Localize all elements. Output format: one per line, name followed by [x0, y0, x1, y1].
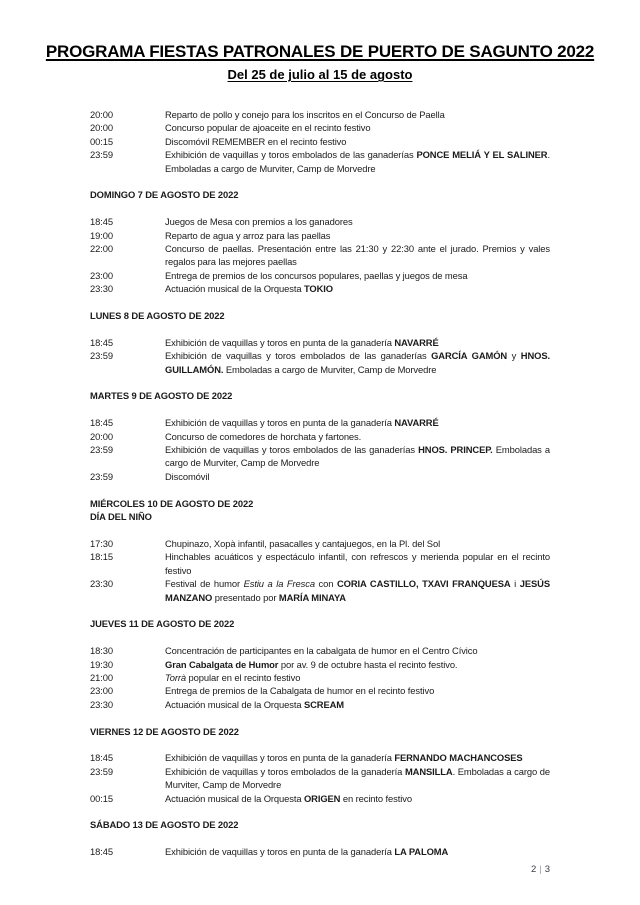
section-header-line: JUEVES 11 DE AGOSTO DE 2022 [90, 618, 235, 630]
text-segment: . Emboladas a cargo de Murviter, Camp de Morvedre [165, 149, 550, 174]
event-time: 23:59 [90, 350, 113, 362]
event-time: 23:59 [90, 470, 113, 482]
event-description [165, 765, 550, 792]
text-segment: presentado por [212, 591, 279, 603]
text-segment: MANSILLA [404, 765, 453, 777]
text-segment: Concurso de paellas. Presentación entre las 21:30 y 22:30 ante el jurado. Premios y vales regalos para las mejores paellas [165, 243, 550, 268]
event-row [90, 430, 550, 443]
schedule-section [90, 818, 550, 858]
text-segment: Emboladas a cargo de Murviter, Camp de Morvedre [165, 444, 550, 469]
text-segment: Reparto de pollo y conejo para los inscritos en el Concurso de Paella [165, 109, 445, 120]
text-segment: . Emboladas a cargo de Murviter, Camp de Morvedre [165, 765, 550, 791]
text-segment: Actuación musical de la Orquesta [165, 283, 304, 295]
event-description [165, 416, 550, 429]
event-time: 19:30 [90, 658, 113, 670]
event-row [90, 644, 550, 657]
text-segment: Actuación musical de la Orquesta [165, 698, 304, 710]
event-time: 20:00 [90, 122, 113, 134]
event-description [165, 242, 550, 269]
event-list [90, 108, 550, 175]
event-time: 18:45 [90, 216, 113, 228]
event-row [90, 658, 550, 671]
event-time: 23:59 [90, 444, 113, 456]
event-row [90, 845, 550, 858]
section-header [90, 818, 550, 831]
page-number-total: 3 [544, 864, 550, 875]
text-segment: Reparto de agua y arroz para las paellas [165, 229, 331, 241]
schedule-section [90, 497, 550, 604]
text-segment: popular en el recinto festivo [186, 671, 301, 683]
schedule-section [90, 309, 550, 376]
event-time: 23:30 [90, 698, 113, 710]
document-header [0, 0, 640, 84]
event-time: 17:30 [90, 537, 113, 549]
event-time: 23:30 [90, 283, 113, 295]
event-description [165, 215, 550, 228]
event-row [90, 671, 550, 684]
event-row [90, 269, 550, 282]
text-segment: HNOS. PRINCEP. [418, 444, 493, 456]
event-row [90, 470, 550, 483]
event-row [90, 792, 550, 805]
event-time: 22:00 [90, 243, 113, 255]
schedule-section [90, 617, 550, 711]
event-row [90, 215, 550, 228]
event-row [90, 684, 550, 697]
text-segment: PONCE MELIÁ Y EL SALINER [416, 149, 548, 161]
event-description [165, 349, 550, 376]
event-list [90, 416, 550, 483]
page-number-separator: | [539, 864, 542, 875]
event-description [165, 148, 550, 175]
event-time: 18:30 [90, 645, 113, 657]
section-header-line: DOMINGO 7 DE AGOSTO DE 2022 [90, 189, 239, 201]
event-description [165, 684, 550, 697]
text-segment: i [510, 578, 520, 590]
event-description [165, 269, 550, 282]
event-time: 21:00 [90, 671, 113, 683]
event-description [165, 430, 550, 443]
event-row [90, 550, 550, 577]
event-row [90, 242, 550, 269]
text-segment: Exhibición de vaquillas y toros embolados de las ganaderías [165, 149, 417, 161]
text-segment: GARCÍA GAMÓN [431, 350, 508, 362]
section-header-line: DÍA DEL NIÑO [90, 511, 152, 523]
event-description [165, 443, 550, 470]
event-list [90, 845, 550, 858]
text-segment: Chupinazo, Xopà infantil, pasacalles y cantajuegos, en la Pl. del Sol [165, 537, 441, 549]
event-row [90, 349, 550, 376]
text-segment: NAVARRÉ [394, 417, 439, 429]
event-description [165, 537, 550, 550]
event-row [90, 537, 550, 550]
text-segment: JESÚS MANZANO [165, 578, 550, 603]
schedule-section [90, 188, 550, 295]
event-description [165, 845, 550, 858]
text-segment: Exhibición de vaquillas y toros embolados de la ganadería [165, 765, 405, 777]
text-segment: Exhibición de vaquillas y toros en punta de la ganadería [165, 846, 395, 858]
event-description [165, 135, 550, 148]
event-row [90, 121, 550, 134]
text-segment: Entrega de premios de la Cabalgata de humor en el recinto festivo [165, 685, 435, 697]
text-segment: en recinto festivo [340, 792, 412, 804]
section-header-line: MIÉRCOLES 10 DE AGOSTO DE 2022 [90, 497, 254, 509]
text-segment: Emboladas a cargo de Murviter, Camp de Morvedre [223, 363, 437, 375]
section-header [90, 725, 550, 738]
text-segment: HNOS. GUILLAMÓN. [165, 350, 550, 375]
text-segment: Torrà [165, 671, 187, 683]
text-segment: Entrega de premios de los concursos populares, paellas y juegos de mesa [165, 269, 468, 281]
event-description [165, 470, 550, 483]
event-time: 23:00 [90, 685, 113, 697]
text-segment: Concentración de participantes en la cabalgata de humor en el Centro Cívico [165, 645, 478, 657]
document-subtitle-wrap [0, 66, 640, 84]
schedule-section [90, 389, 550, 483]
section-header [90, 617, 550, 630]
event-row [90, 416, 550, 429]
event-description [165, 658, 550, 671]
event-row [90, 698, 550, 711]
event-row [90, 577, 550, 604]
text-segment: por av. 9 de octubre hasta el recinto festivo. [278, 658, 458, 670]
event-description [165, 282, 550, 295]
event-description [165, 644, 550, 657]
event-description [165, 121, 550, 134]
event-time: 18:45 [90, 752, 113, 764]
text-segment: FERNANDO MACHANCOSES [394, 752, 523, 764]
page-footer [531, 864, 550, 875]
text-segment: Exhibición de vaquillas y toros en punta de la ganadería [165, 336, 395, 348]
event-row [90, 108, 550, 121]
event-time: 20:00 [90, 109, 113, 120]
event-time: 18:15 [90, 551, 113, 563]
event-description [165, 229, 550, 242]
event-time: 23:59 [90, 765, 113, 777]
event-list [90, 336, 550, 376]
event-description [165, 671, 550, 684]
event-time: 18:45 [90, 336, 113, 348]
schedule [90, 108, 550, 859]
text-segment: Estiu a la Fresca [243, 578, 315, 590]
event-row [90, 148, 550, 175]
event-list [90, 644, 550, 711]
event-list [90, 215, 550, 295]
section-header-line: SÁBADO 13 DE AGOSTO DE 2022 [90, 819, 239, 831]
text-segment: ORIGEN [303, 792, 341, 804]
event-row [90, 336, 550, 349]
text-segment: NAVARRÉ [394, 336, 439, 348]
text-segment: Juegos de Mesa con premios a los ganadores [165, 216, 353, 228]
text-segment: Exhibición de vaquillas y toros en punta de la ganadería [165, 417, 395, 429]
event-description [165, 336, 550, 349]
event-description [165, 108, 550, 121]
event-time: 19:00 [90, 229, 113, 241]
text-segment: SCREAM [303, 698, 344, 710]
event-description [165, 577, 550, 604]
section-header [90, 389, 550, 402]
event-description [165, 751, 550, 764]
page-number-current: 2 [530, 864, 537, 875]
text-segment: Exhibición de vaquillas y toros embolados de las ganaderías [165, 444, 419, 456]
text-segment: Discomóvil [165, 470, 210, 482]
event-row [90, 751, 550, 764]
event-description [165, 550, 550, 577]
document-subtitle: Del 25 de julio al 15 de agosto [227, 67, 413, 82]
event-time: 00:15 [90, 792, 113, 804]
text-segment: LA PALOMA [394, 846, 449, 858]
text-segment: Festival de humor [165, 578, 244, 590]
event-time: 18:45 [90, 417, 113, 429]
event-description [165, 792, 550, 805]
text-segment: MARÍA MINAYA [278, 591, 346, 603]
event-row [90, 229, 550, 242]
event-row [90, 135, 550, 148]
schedule-section [90, 108, 550, 175]
event-row [90, 282, 550, 295]
event-description [165, 698, 550, 711]
text-segment: Concurso popular de ajoaceite en el recinto festivo [165, 122, 371, 134]
event-time: 23:59 [90, 149, 113, 161]
text-segment: Concurso de comedores de horchata y fartones. [165, 430, 362, 442]
text-segment: Hinchables acuáticos y espectáculo infantil, con refrescos y merienda popular en el recinto festivo [165, 551, 550, 576]
section-header [90, 497, 550, 524]
schedule-section [90, 725, 550, 805]
text-segment: con [314, 578, 337, 590]
section-header-line: VIERNES 12 DE AGOSTO DE 2022 [90, 725, 239, 737]
text-segment: TOKIO [303, 283, 333, 295]
section-header [90, 309, 550, 322]
event-time: 20:00 [90, 430, 113, 442]
text-segment: Discomóvil REMEMBER en el recinto festivo [165, 135, 347, 147]
event-row [90, 443, 550, 470]
event-row [90, 765, 550, 792]
text-segment: y [507, 350, 521, 362]
event-time: 23:30 [90, 578, 113, 590]
text-segment: Actuación musical de la Orquesta [165, 792, 304, 804]
event-list [90, 751, 550, 805]
section-header-line: LUNES 8 DE AGOSTO DE 2022 [90, 310, 225, 322]
event-list [90, 537, 550, 604]
event-time: 23:00 [90, 269, 113, 281]
section-header [90, 188, 550, 201]
event-time: 18:45 [90, 846, 113, 858]
document-title: PROGRAMA FIESTAS PATRONALES DE PUERTO DE SAGUNTO 2022 [45, 42, 595, 61]
event-time: 00:15 [90, 135, 113, 147]
text-segment: Exhibición de vaquillas y toros en punta de la ganadería [165, 752, 395, 764]
text-segment: Gran Cabalgata de Humor [165, 658, 279, 670]
section-header-line: MARTES 9 DE AGOSTO DE 2022 [90, 390, 233, 402]
text-segment: Exhibición de vaquillas y toros embolados de las ganaderías [165, 350, 432, 362]
text-segment: CORIA CASTILLO, TXAVI FRANQUESA [336, 578, 511, 590]
